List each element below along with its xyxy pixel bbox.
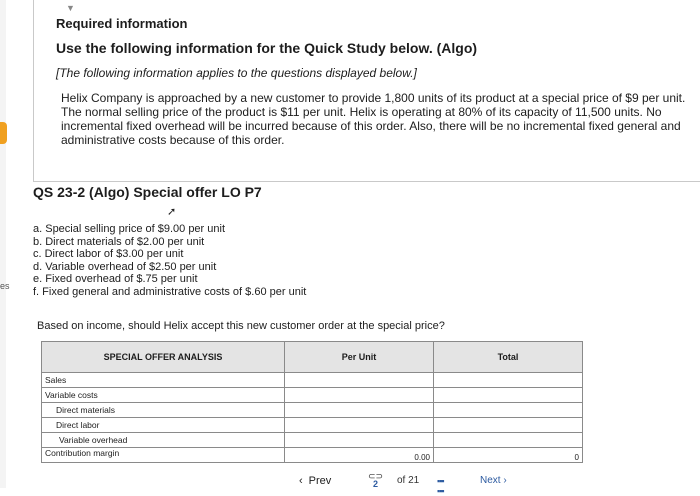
list-item: b. Direct materials of $2.00 per unit	[33, 235, 205, 248]
given-items-list	[33, 223, 306, 298]
mouse-cursor-icon: ➚	[167, 206, 177, 218]
pagination	[295, 474, 335, 488]
variable-overhead-total-input[interactable]	[434, 433, 583, 448]
contribution-margin-per-unit: 0.00	[285, 448, 434, 463]
table-row	[42, 418, 583, 433]
row-label-variable-costs: Variable costs	[42, 388, 285, 403]
use-following-heading: Use the following information for the Quick Study below. (Algo)	[56, 40, 478, 56]
info-note: [The following information applies to the questions displayed below.]	[56, 66, 417, 80]
chevron-right-icon: ›	[503, 475, 507, 486]
grid-menu-icon[interactable]: ▪▪▪ ▪▪▪	[437, 476, 444, 496]
variable-costs-per-unit-cell	[285, 388, 434, 403]
sales-per-unit-input[interactable]	[285, 373, 434, 388]
left-sidebar-tab[interactable]	[0, 122, 7, 144]
row-label-direct-labor: Direct labor	[42, 418, 285, 433]
list-item: f. Fixed general and administrative costs of $.60 per unit	[33, 285, 307, 298]
required-information-heading: Required information	[56, 16, 188, 31]
row-label-variable-overhead: Variable overhead	[42, 433, 285, 448]
row-label-direct-materials: Direct materials	[42, 403, 285, 418]
problem-paragraph: Helix Company is approached by a new customer to provide 1,800 units of its product at a special price of $9 per unit. The normal selling price of the product is $11 per unit. Helix is operating at 80% of its capacity of 11,500 units. No incremental fixed overhead will be incurred because of this order. Also, there will be no incremental fixed general and administrative costs because of this order.	[61, 91, 686, 147]
list-item: a. Special selling price of $9.00 per unit	[33, 223, 226, 235]
table-header-title: SPECIAL OFFER ANALYSIS	[42, 342, 285, 373]
special-offer-analysis-table	[41, 341, 583, 463]
column-header-total: Total	[434, 342, 583, 373]
list-item: d. Variable overhead of $2.50 per unit	[33, 260, 217, 273]
chevron-left-icon: ‹	[299, 475, 303, 487]
question-text: Based on income, should Helix accept this new customer order at the special price?	[37, 320, 445, 332]
direct-labor-per-unit-input[interactable]	[285, 418, 434, 433]
table-row	[42, 433, 583, 448]
table-row	[42, 403, 583, 418]
page-indicator[interactable]	[368, 472, 383, 488]
table-row	[42, 373, 583, 388]
direct-materials-per-unit-input[interactable]	[285, 403, 434, 418]
contribution-margin-total: 0	[434, 448, 583, 463]
table-row	[42, 448, 583, 463]
variable-overhead-per-unit-input[interactable]	[285, 433, 434, 448]
direct-labor-total-input[interactable]	[434, 418, 583, 433]
left-sidebar-edge	[0, 0, 6, 488]
variable-costs-total-cell	[434, 388, 583, 403]
next-label: Next	[480, 475, 501, 486]
prev-label: Prev	[308, 475, 332, 487]
table-row	[42, 388, 583, 403]
current-page-number: 2	[373, 479, 379, 489]
page-total: of 21	[397, 475, 420, 486]
page-stack-icon: ⊂⊃	[368, 471, 384, 481]
list-item: e. Fixed overhead of $.75 per unit	[33, 273, 198, 285]
prev-button[interactable]	[295, 474, 335, 488]
column-header-per-unit: Per Unit	[285, 342, 434, 373]
sales-total-input[interactable]	[434, 373, 583, 388]
direct-materials-total-input[interactable]	[434, 403, 583, 418]
collapse-caret-icon[interactable]: ▼	[66, 3, 75, 13]
next-button[interactable]	[480, 475, 507, 486]
row-label-contribution-margin: Contribution margin	[42, 448, 285, 463]
list-item: c. Direct labor of $3.00 per unit	[33, 248, 184, 260]
row-label-sales: Sales	[42, 373, 285, 388]
quick-study-title: QS 23-2 (Algo) Special offer LO P7	[33, 184, 262, 200]
left-sidebar-text: es	[0, 281, 10, 291]
